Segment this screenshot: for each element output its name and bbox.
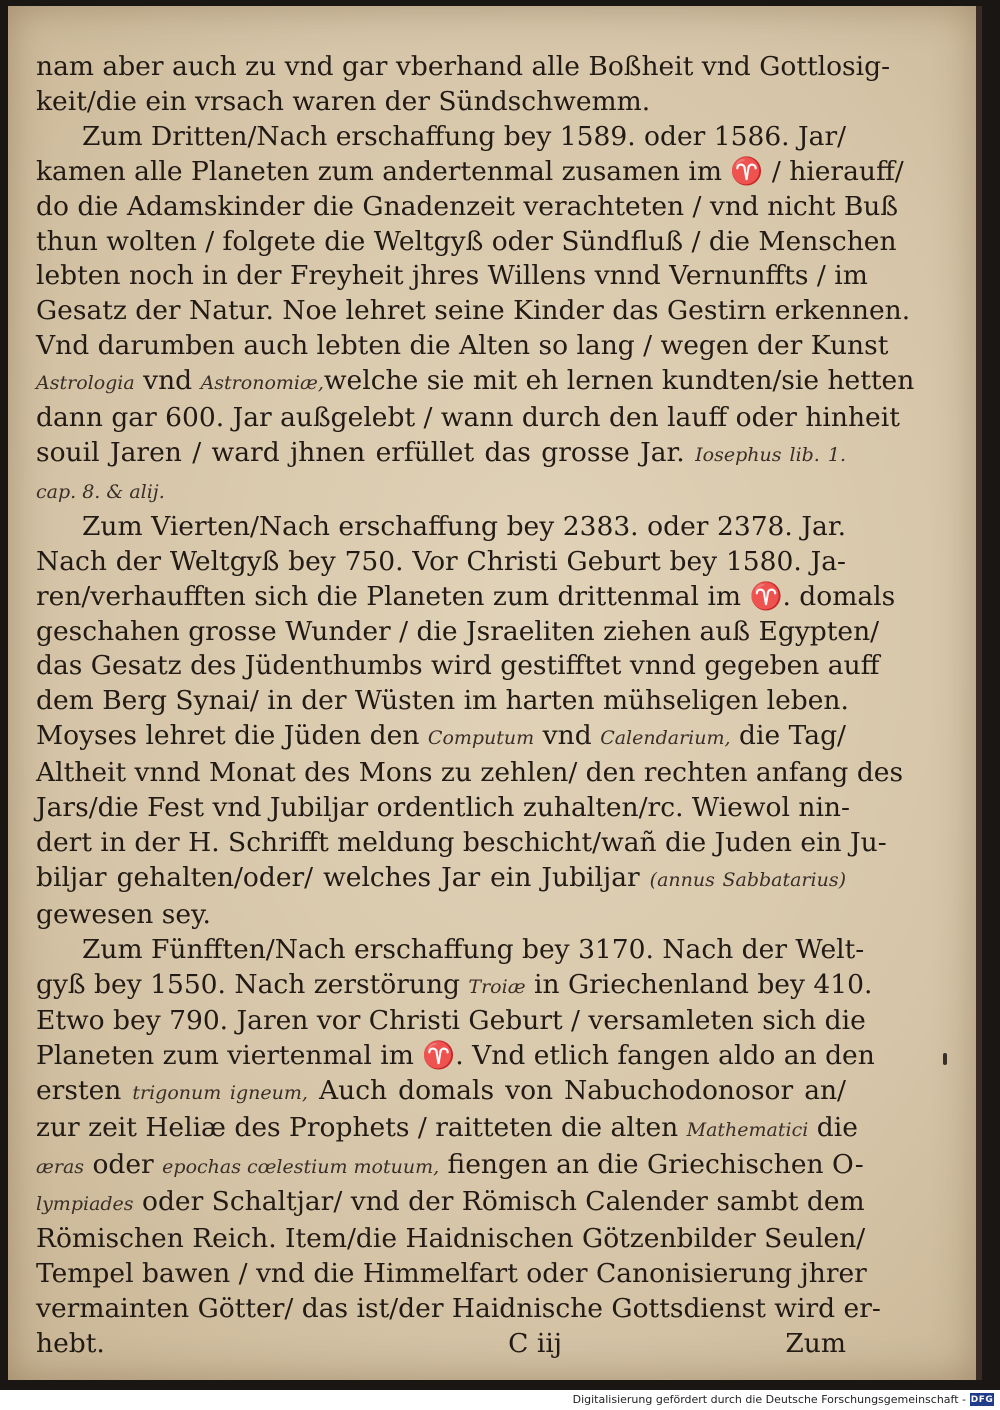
line-text: gyß bey 1550. Nach zerstörung: [36, 968, 469, 1000]
text-line: [36, 155, 904, 190]
last-word: hebt.: [36, 1327, 105, 1359]
line-text: ren/verhaufften sich die Planeten zum drittenmal im ♈. domals: [36, 580, 896, 612]
line-text: Etwo bey 790. Jaren vor Christi Geburt / versamleten sich die: [36, 1005, 866, 1037]
body-text: [36, 50, 915, 1362]
text-line: [36, 684, 849, 719]
text-line: [36, 259, 868, 294]
latin-term: Astronomiæ,: [200, 372, 324, 395]
text-line: [36, 225, 897, 260]
line-text: dert in der H. Schrifft meldung beschicht/wañ die Juden ein Ju-: [36, 826, 887, 858]
line-text: do die Adamskinder die Gnadenzeit verachteten / vnd nicht Buß: [36, 190, 899, 222]
text-line: [36, 473, 846, 510]
line-text: Altheit vnnd Monat des Mons zu zehlen/ den rechten anfang des: [36, 757, 904, 789]
line-text: oder: [84, 1149, 163, 1181]
latin-term: cap. 8. & alij.: [36, 480, 165, 503]
text-line: [36, 510, 846, 545]
text-line: [36, 649, 880, 684]
line-text: oder Schaltjar/ vnd der Römisch Calender sambt dem: [133, 1186, 865, 1217]
line-text: Tempel bawen / vnd die Himmelfart oder Canonisierung jhrer: [36, 1257, 867, 1289]
text-line: [36, 50, 891, 85]
text-lines: [36, 50, 915, 1327]
latin-term: Troiæ: [468, 975, 526, 998]
text-line: [36, 791, 850, 826]
latin-term: Mathematici: [686, 1119, 809, 1142]
line-text: Jars/die Fest vnd Jubiljar ordentlich zuhalten/rc. Wiewol nin-: [36, 792, 850, 824]
text-line: [36, 615, 880, 650]
latin-term: Computum: [427, 727, 535, 750]
text-line: [36, 120, 846, 155]
latin-term: lympiades: [36, 1193, 134, 1215]
line-text: Zum Vierten/Nach erschaffung bey 2383. oder 2378. Jar.: [82, 510, 846, 542]
margin-mark: [943, 1053, 947, 1065]
text-line: [36, 545, 846, 580]
line-text: fiengen an die Griechischen O-: [439, 1149, 864, 1181]
latin-term: æras: [36, 1156, 85, 1179]
text-line: [36, 1004, 866, 1039]
line-text: Planeten zum viertenmal im ♈. Vnd etlich fangen aldo an den: [36, 1040, 875, 1072]
line-text: dem Berg Synai/ in der Wüsten im harten mühseligen leben.: [36, 685, 849, 717]
line-text: geschahen grosse Wunder / die Jsraeliten ziehen auß Egypten/: [36, 615, 880, 647]
line-text: vnd: [134, 365, 201, 397]
line-text: biljar gehalten/oder/ welches Jar ein Jubiljar: [36, 861, 650, 893]
text-line: [36, 1039, 875, 1074]
text-line: [36, 898, 846, 933]
line-text: welche sie mit eh lernen kundten/sie hetten: [323, 365, 915, 397]
text-line: [36, 826, 887, 861]
text-line: [36, 294, 911, 329]
text-line: [36, 1074, 846, 1111]
line-text: thun wolten / folgete die Weltgyß oder Sündfluß / die Menschen: [36, 225, 897, 257]
line-text: Nach der Weltgyß bey 750. Vor Christi Geburt bey 1580. Ja-: [36, 545, 846, 577]
line-text: kamen alle Planeten zum andertenmal zusamen im ♈ / hierauff/: [36, 155, 904, 187]
line-text: gewesen sey.: [36, 898, 211, 930]
funding-credit: Digitalisierung gefördert durch die Deutsche Forschungsgemeinschaft -: [572, 1393, 966, 1406]
latin-term: trigonum igneum,: [132, 1082, 308, 1105]
line-text: Römischen Reich. Item/die Haidnischen Götzenbilder Seulen/: [36, 1222, 866, 1254]
text-line: [36, 861, 846, 898]
text-line: [36, 719, 846, 756]
signature-mark: C iij: [508, 1327, 563, 1359]
line-text: Vnd darumben auch lebten die Alten so lang / wegen der Kunst: [36, 330, 889, 362]
latin-term: Astrologia: [36, 372, 135, 395]
line-text: die Tag/: [730, 720, 846, 752]
latin-term: Iosephus lib. 1.: [695, 443, 846, 466]
page-edge: [976, 6, 982, 1380]
line-text: nam aber auch zu vnd gar vberhand alle Boßheit vnd Gottlosig-: [36, 51, 891, 82]
text-line: [36, 933, 865, 968]
text-line: [36, 1148, 864, 1185]
line-text: lebten noch in der Freyheit jhres Willens vnnd Vernunffts / im: [36, 260, 868, 292]
line-text: Gesatz der Natur. Noe lehret seine Kinder das Gestirn erkennen.: [36, 295, 911, 327]
line-text: in Griechenland bey 410.: [525, 968, 873, 1000]
latin-term: Calendarium,: [600, 727, 731, 750]
text-line: [36, 436, 846, 473]
text-line: [36, 756, 904, 791]
line-text: Auch domals von Nabuchodonosor an/: [307, 1075, 846, 1107]
line-text: zur zeit Heliæ des Prophets / raitteten die alten: [36, 1112, 687, 1144]
text-line: [36, 1111, 858, 1148]
line-text: keit/die ein vrsach waren der Sündschwemm.: [36, 85, 651, 117]
line-text: Zum Fünfften/Nach erschaffung bey 3170. Nach der Welt-: [82, 933, 865, 965]
text-line: [36, 1257, 867, 1292]
line-text: vnd: [534, 720, 601, 752]
text-line: [36, 968, 873, 1005]
text-line: [36, 580, 896, 615]
line-text: ersten: [36, 1075, 133, 1107]
text-line: [36, 1222, 866, 1257]
latin-term: epochas cœlestium motuum,: [162, 1156, 440, 1179]
catchword: Zum: [785, 1327, 846, 1359]
text-line: [36, 329, 889, 364]
line-text: souil Jaren / ward jhnen erfüllet das grosse Jar.: [36, 436, 696, 468]
text-line: [36, 364, 915, 401]
text-line: [36, 1292, 881, 1327]
line-text: vermainten Götter/ das ist/der Haidnische Gottsdienst wird er-: [36, 1292, 881, 1324]
footer-line: [36, 1327, 846, 1362]
text-line: [36, 85, 846, 120]
dfg-logo: DFG: [970, 1394, 994, 1405]
line-text: das Gesatz des Jüdenthumbs wird gestifftet vnnd gegeben auff: [36, 650, 880, 682]
line-text: dann gar 600. Jar außgelebt / wann durch den lauff oder hinheit: [36, 402, 900, 434]
text-line: [36, 401, 900, 436]
line-text: die: [808, 1112, 858, 1144]
text-line: [36, 190, 899, 225]
line-text: Moyses lehret die Jüden den: [36, 720, 428, 752]
latin-term: (annus Sabbatarius): [649, 868, 846, 891]
line-text: Zum Dritten/Nach erschaffung bey 1589. oder 1586. Jar/: [82, 120, 847, 152]
text-line: [36, 1185, 865, 1222]
